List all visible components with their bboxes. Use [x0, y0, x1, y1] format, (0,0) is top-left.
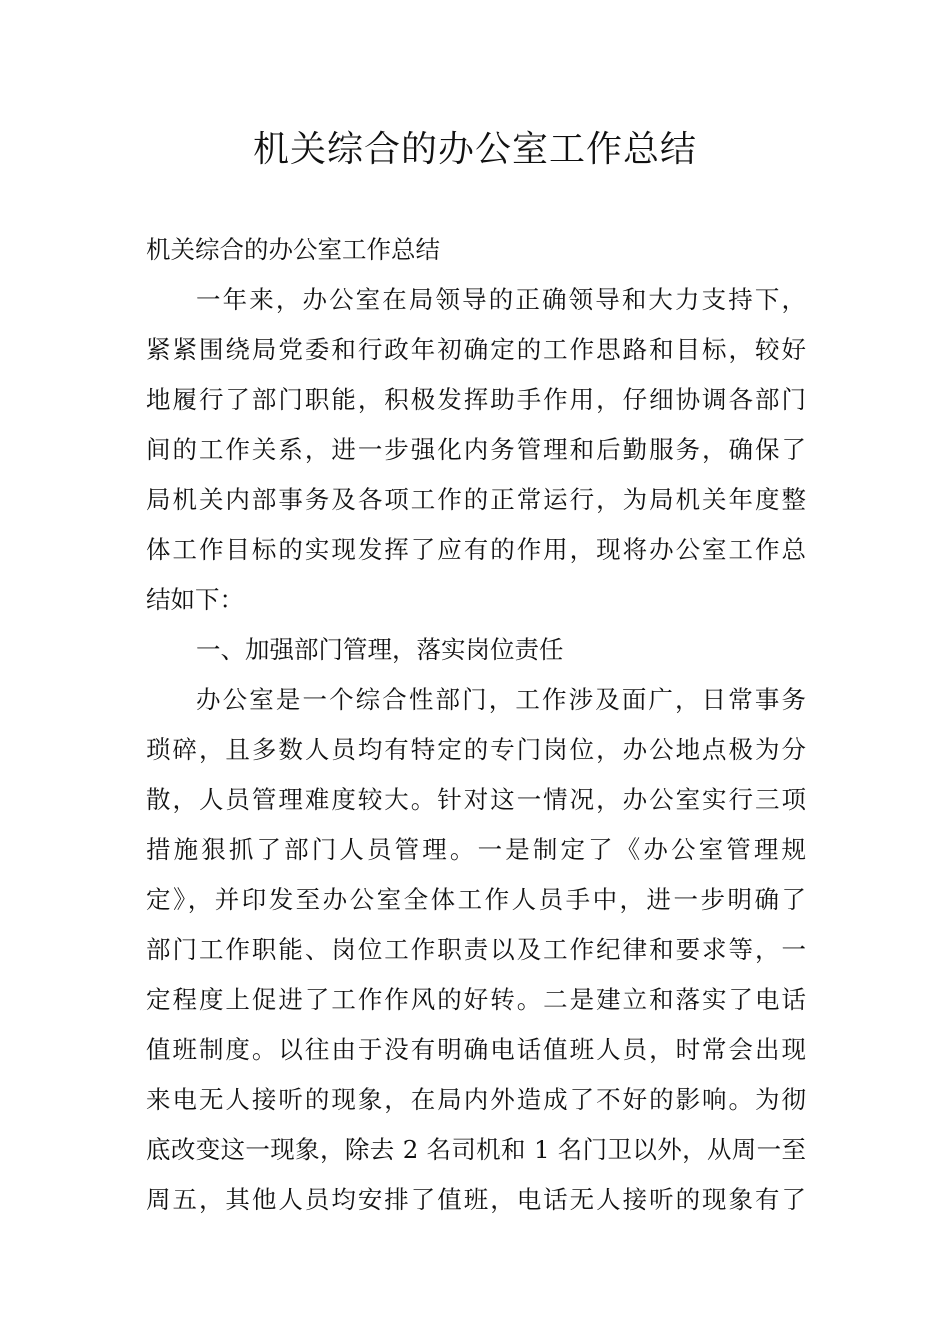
paragraph-line: 定程度上促进了工作作风的好转。二是建立和落实了电话: [146, 985, 806, 1014]
paragraph-line: 来电无人接听的现象，在局内外造成了不好的影响。为彻: [146, 1085, 806, 1114]
paragraph-line: 局机关内部事务及各项工作的正常运行，为局机关年度整: [146, 485, 806, 514]
document-title: 机关综合的办公室工作总结: [252, 129, 697, 170]
paragraph-line: 散，人员管理难度较大。针对这一情况，办公室实行三项: [146, 785, 806, 814]
document-body: [146, 225, 806, 1225]
paragraph-line: 地履行了部门职能，积极发挥助手作用，仔细协调各部门: [146, 385, 806, 414]
paragraph-line: 措施狠抓了部门人员管理。一是制定了《办公室管理规: [146, 835, 806, 864]
paragraph-line: 紧紧围绕局党委和行政年初确定的工作思路和目标，较好: [146, 335, 806, 364]
paragraph-line: 定》，并印发至办公室全体工作人员手中，进一步明确了: [146, 885, 806, 914]
paragraph-line: 底改变这一现象，除去 2 名司机和 1 名门卫以外，从周一至: [146, 1135, 806, 1164]
paragraph-line: 间的工作关系，进一步强化内务管理和后勤服务，确保了: [146, 435, 806, 464]
paragraph-line: 琐碎，且多数人员均有特定的专门岗位，办公地点极为分: [146, 735, 806, 764]
paragraph-line: 值班制度。以往由于没有明确电话值班人员，时常会出现: [146, 1035, 806, 1064]
paragraph-line: 周五，其他人员均安排了值班，电话无人接听的现象有了: [146, 1185, 806, 1214]
body-heading-line: 机关综合的办公室工作总结: [146, 235, 440, 264]
paragraph-line: 结如下：: [146, 585, 244, 614]
section-heading: 一、加强部门管理，落实岗位责任: [196, 635, 564, 664]
paragraph-line: 体工作目标的实现发挥了应有的作用，现将办公室工作总: [146, 535, 806, 564]
paragraph-line: 部门工作职能、岗位工作职责以及工作纪律和要求等，一: [146, 935, 806, 964]
paragraph-line: 办公室是一个综合性部门，工作涉及面广，日常事务: [196, 685, 806, 714]
paragraph-line: 一年来，办公室在局领导的正确领导和大力支持下，: [196, 285, 806, 314]
